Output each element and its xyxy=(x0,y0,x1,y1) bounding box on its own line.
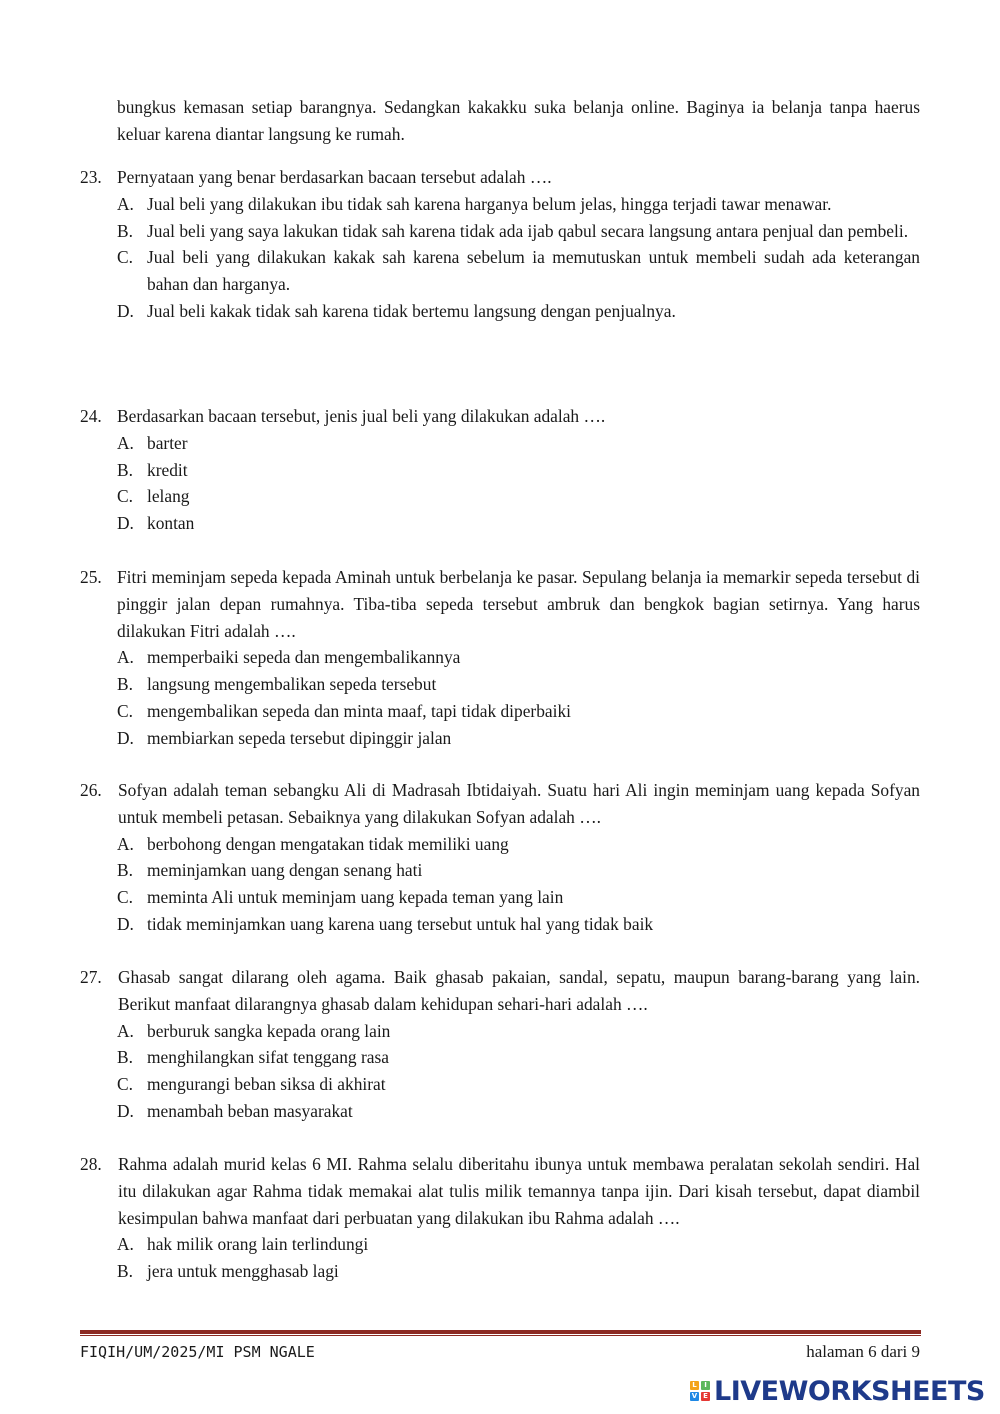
option-letter: C. xyxy=(117,887,133,908)
liveworksheets-wordmark: LIVEWORKSHEETS xyxy=(714,1375,985,1407)
option-letter: A. xyxy=(117,1020,134,1041)
option-text: Jual beli yang saya lakukan tidak sah karena tidak ada ijab qabul secara langsung antara penjual dan pembeli. xyxy=(147,220,909,241)
option-text: meminta Ali untuk meminjam uang kepada teman yang lain xyxy=(147,887,564,908)
question-number: 25. xyxy=(80,567,102,587)
option-a[interactable] xyxy=(117,1231,920,1258)
option-text: Jual beli kakak tidak sah karena tidak bertemu langsung dengan penjualnya. xyxy=(147,300,676,321)
option-c[interactable] xyxy=(117,698,920,725)
option-b[interactable] xyxy=(117,457,920,484)
option-text: hak milik orang lain terlindungi xyxy=(147,1234,369,1255)
option-letter: A. xyxy=(117,193,134,214)
option-text: langsung mengembalikan sepeda tersebut xyxy=(147,674,437,695)
option-text: berbohong dengan mengatakan tidak memiliki uang xyxy=(147,833,509,854)
option-d[interactable] xyxy=(117,510,920,537)
option-letter: C. xyxy=(117,486,133,507)
question-text: Rahma adalah murid kelas 6 MI. Rahma selalu diberitahu ibunya untuk membawa peralatan sekolah sendiri. Hal itu dilakukan agar Rahma tidak memakai alat tulis milik temannya tanpa ijin. Dari kisah tersebut, dapat diambil kesimpulan bahwa manfaat dari perbuatan yang dilakukan ibu Rahma adalah …. xyxy=(118,1154,920,1228)
option-text: berburuk sangka kepada orang lain xyxy=(147,1020,391,1041)
liveworksheets-grid-icon xyxy=(690,1381,710,1401)
option-b[interactable] xyxy=(117,671,920,698)
footer-document-code: FIQIH/UM/2025/MI PSM NGALE xyxy=(80,1343,315,1361)
option-letter: C. xyxy=(117,1074,133,1095)
question-text: Ghasab sangat dilarang oleh agama. Baik ghasab pakaian, sandal, sepatu, maupun barang-barang yang lain. Berikut manfaat dilarangnya ghasab dalam kehidupan sehari-hari adalah …. xyxy=(118,967,920,1014)
option-letter: C. xyxy=(117,700,133,721)
option-letter: A. xyxy=(117,647,134,668)
question-text: Fitri meminjam sepeda kepada Aminah untuk berbelanja ke pasar. Sepulang belanja ia memarkir sepeda tersebut di pinggir jalan depan rumahnya. Tiba-tiba sepeda tersebut ambruk dan bengkok bagian setirnya. Yang harus dilakukan Fitri adalah …. xyxy=(117,567,920,641)
option-text: menambah beban masyarakat xyxy=(147,1100,353,1121)
question-25 xyxy=(80,564,920,752)
option-text: jera untuk mengghasab lagi xyxy=(147,1261,339,1282)
option-text: menghilangkan sifat tenggang rasa xyxy=(147,1047,389,1068)
question-number: 23. xyxy=(80,167,102,187)
liveworksheets-logo[interactable] xyxy=(690,1375,985,1407)
option-letter: B. xyxy=(117,1261,133,1282)
option-b[interactable] xyxy=(117,1044,920,1071)
option-letter: C. xyxy=(117,247,133,268)
option-letter: A. xyxy=(117,833,134,854)
option-a[interactable] xyxy=(117,831,920,858)
option-letter: B. xyxy=(117,459,133,480)
question-23 xyxy=(80,164,920,325)
option-letter: A. xyxy=(117,1234,134,1255)
option-text: Jual beli yang dilakukan ibu tidak sah karena harganya belum jelas, hingga terjadi tawar menawar. xyxy=(147,193,832,214)
logo-cell: V xyxy=(691,1392,698,1400)
option-letter: B. xyxy=(117,674,133,695)
option-text: membiarkan sepeda tersebut dipinggir jalan xyxy=(147,727,452,748)
question-26 xyxy=(80,777,920,938)
option-d[interactable] xyxy=(117,911,920,938)
option-letter: B. xyxy=(117,860,133,881)
option-letter: D. xyxy=(117,300,134,321)
option-b[interactable] xyxy=(117,218,920,245)
option-a[interactable] xyxy=(117,644,920,671)
option-d[interactable] xyxy=(117,1098,920,1125)
option-text: mengembalikan sepeda dan minta maaf, tapi tidak diperbaiki xyxy=(147,700,571,721)
option-text: tidak meminjamkan uang karena uang tersebut untuk hal yang tidak baik xyxy=(147,913,654,934)
option-text: kredit xyxy=(147,459,188,480)
option-text: mengurangi beban siksa di akhirat xyxy=(147,1074,386,1095)
question-number: 27. xyxy=(80,967,102,987)
option-letter: A. xyxy=(117,432,134,453)
option-c[interactable] xyxy=(117,244,920,298)
option-letter: D. xyxy=(117,727,134,748)
logo-cell: I xyxy=(701,1381,710,1390)
option-text: barter xyxy=(147,432,188,453)
question-28 xyxy=(80,1151,920,1285)
option-a[interactable] xyxy=(117,191,920,218)
logo-cell: E xyxy=(701,1392,710,1401)
question-text: Pernyataan yang benar berdasarkan bacaan tersebut adalah …. xyxy=(117,167,552,187)
option-b[interactable] xyxy=(117,857,920,884)
reading-passage-continuation: bungkus kemasan setiap barangnya. Sedangkan kakakku suka belanja online. Baginya ia belanja tanpa haerus keluar karena diantar langsung ke rumah. xyxy=(117,97,920,144)
question-27 xyxy=(80,964,920,1125)
option-a[interactable] xyxy=(117,430,920,457)
footer-page-number: halaman 6 dari 9 xyxy=(806,1342,920,1361)
option-letter: B. xyxy=(117,1047,133,1068)
option-d[interactable] xyxy=(117,298,920,325)
option-letter: D. xyxy=(117,913,134,934)
question-24 xyxy=(80,403,920,537)
option-text: kontan xyxy=(147,513,195,534)
option-c[interactable] xyxy=(117,483,920,510)
question-number: 28. xyxy=(80,1154,102,1174)
footer-divider xyxy=(80,1330,921,1336)
question-text: Berdasarkan bacaan tersebut, jenis jual beli yang dilakukan adalah …. xyxy=(117,406,606,426)
question-number: 26. xyxy=(80,780,102,800)
option-c[interactable] xyxy=(117,1071,920,1098)
option-text: memperbaiki sepeda dan mengembalikannya xyxy=(147,647,461,668)
option-letter: D. xyxy=(117,1100,134,1121)
option-c[interactable] xyxy=(117,884,920,911)
logo-cell: L xyxy=(690,1381,699,1390)
option-b[interactable] xyxy=(117,1258,920,1285)
option-d[interactable] xyxy=(117,725,920,752)
option-text: meminjamkan uang dengan senang hati xyxy=(147,860,423,881)
option-a[interactable] xyxy=(117,1018,920,1045)
question-text: Sofyan adalah teman sebangku Ali di Madrasah Ibtidaiyah. Suatu hari Ali ingin meminjam uang kepada Sofyan untuk membeli petasan. Sebaiknya yang dilakukan Sofyan adalah …. xyxy=(118,780,920,827)
question-number: 24. xyxy=(80,406,102,426)
option-letter: B. xyxy=(117,220,133,241)
option-letter: D. xyxy=(117,513,134,534)
option-text: Jual beli yang dilakukan kakak sah karena sebelum ia memutuskan untuk membeli sudah ada keterangan bahan dan harganya. xyxy=(147,247,920,295)
option-text: lelang xyxy=(147,486,190,507)
